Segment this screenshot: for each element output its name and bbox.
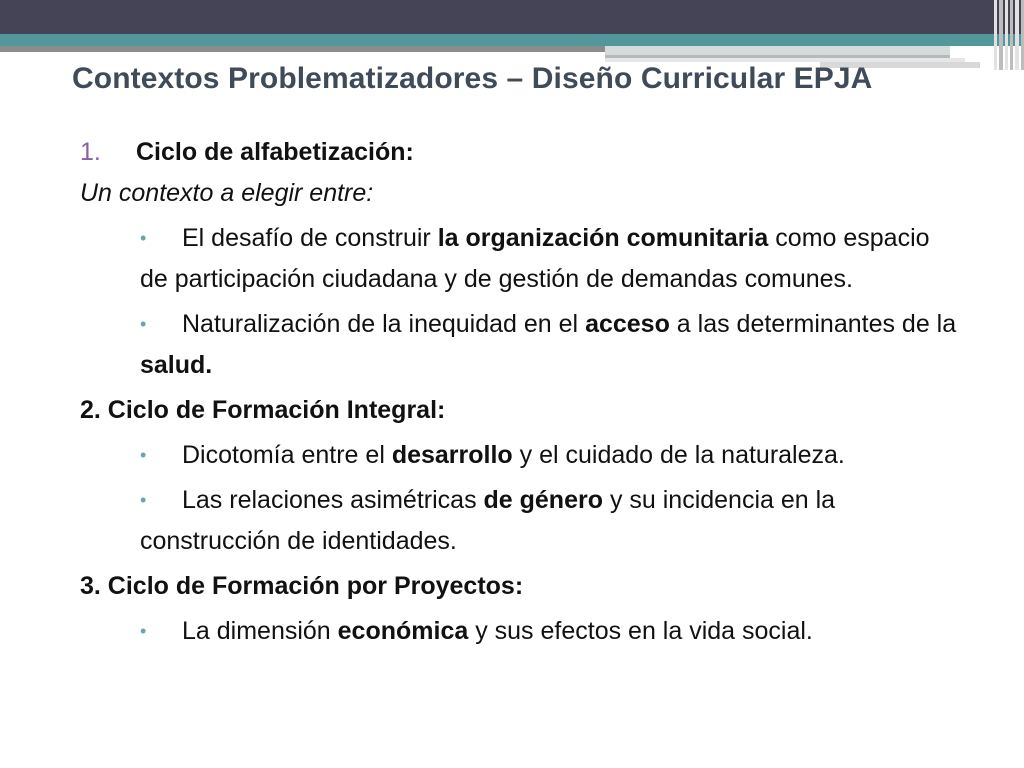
bullet-text: La dimensión económica y sus efectos en la vida social. bbox=[182, 617, 813, 645]
bullet-dot-icon: • bbox=[140, 490, 147, 510]
cycle-2-heading: 2. Ciclo de Formación Integral: bbox=[80, 396, 446, 424]
slide-content bbox=[80, 132, 960, 656]
bullet-item bbox=[140, 218, 960, 300]
slide-title: Contextos Problematizadores – Diseño Curricular EPJA bbox=[72, 62, 873, 95]
header-band-teal bbox=[0, 34, 1024, 46]
cycle-1-intro: Un contexto a elegir entre: bbox=[80, 179, 374, 207]
header-band-light bbox=[605, 46, 950, 55]
decorative-stripes bbox=[994, 0, 1024, 70]
cycle-3-heading: 3. Ciclo de Formación por Proyectos: bbox=[80, 572, 524, 600]
cycle-1-heading-text: Ciclo de alfabetización: bbox=[136, 138, 414, 166]
bullet-dot-icon: • bbox=[140, 445, 147, 465]
bullet-text: Dicotomía entre el desarrollo y el cuidado de la naturaleza. bbox=[182, 441, 845, 469]
cycle-1-heading bbox=[80, 132, 960, 173]
bullet-text: Las relaciones asimétricas de género y su incidencia en la construcción de identidades. bbox=[140, 486, 836, 555]
bullet-item bbox=[140, 611, 960, 652]
header-band-dark bbox=[0, 0, 1024, 34]
bullet-dot-icon: • bbox=[140, 314, 147, 334]
bullet-item bbox=[140, 304, 960, 386]
bullet-dot-icon: • bbox=[140, 228, 147, 248]
header-band-gray bbox=[0, 46, 605, 52]
bullet-item bbox=[140, 480, 960, 562]
cycle-1-number: 1. bbox=[80, 138, 101, 166]
bullet-item bbox=[140, 435, 960, 476]
bullet-text: Naturalización de la inequidad en el acceso a las determinantes de la salud. bbox=[140, 310, 957, 379]
bullet-text: El desafío de construir la organización comunitaria como espacio de participación ciudadana y de gestión de demandas comunes. bbox=[140, 224, 930, 293]
bullet-dot-icon: • bbox=[140, 621, 147, 641]
